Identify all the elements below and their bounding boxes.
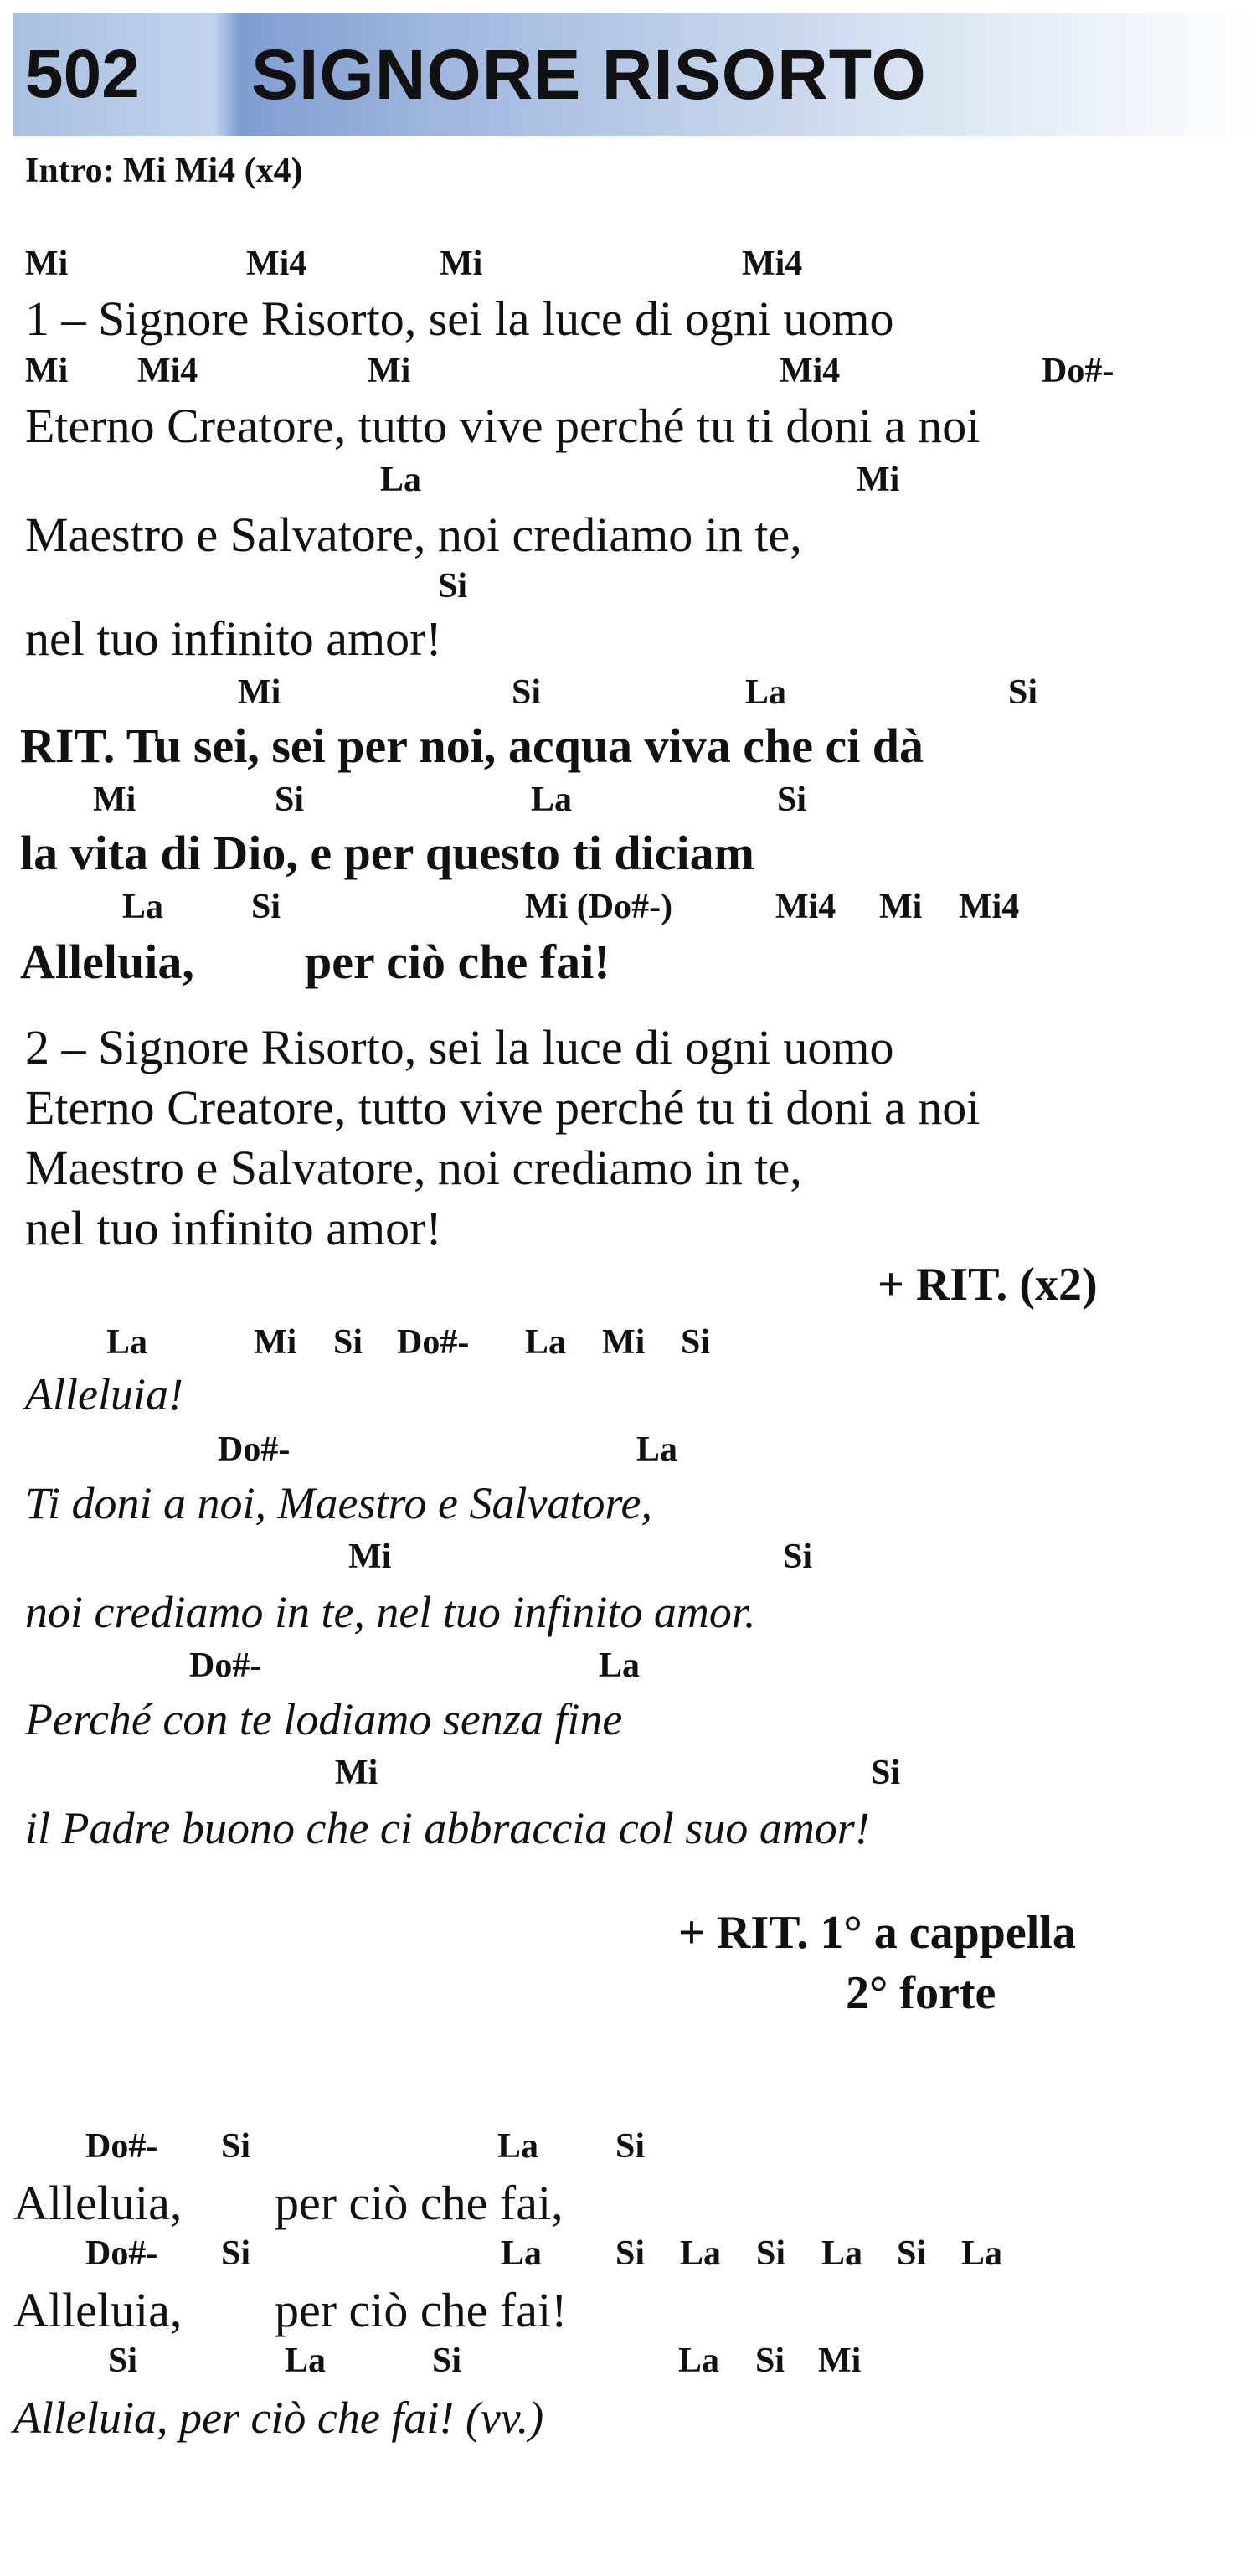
chord: La — [497, 2127, 539, 2166]
chord-line — [0, 1429, 1256, 1471]
lyric-line: Maestro e Salvatore, noi crediamo in te, — [25, 1141, 802, 1195]
chord: Do#- — [189, 1646, 262, 1685]
chord: La — [961, 2234, 1003, 2273]
chord: Mi — [93, 781, 136, 819]
refrain-note: 2° forte — [846, 1967, 996, 2019]
chord-line — [0, 459, 1256, 501]
chord: Mi4 — [742, 245, 803, 283]
chord: Mi4 — [137, 352, 198, 390]
bridge-line: il Padre buono che ci abbraccia col suo amor! — [25, 1803, 870, 1853]
lyric-line: Maestro e Salvatore, noi crediamo in te, — [25, 507, 802, 562]
chord-line — [0, 1752, 1256, 1794]
chord: Si — [432, 2342, 462, 2380]
chord: Si — [1008, 673, 1038, 712]
chord: Si — [756, 2234, 786, 2273]
refrain-line: Alleluia, — [20, 935, 194, 989]
chord-line — [0, 886, 1256, 928]
chord-line — [0, 565, 1256, 607]
refrain-note: + RIT. 1° a cappella — [678, 1907, 1076, 1959]
chord: Si — [897, 2234, 927, 2273]
refrain-line: per ciò che fai! — [305, 935, 610, 989]
lyric-line: nel tuo infinito amor! — [25, 1201, 442, 1255]
chord: Mi — [25, 245, 69, 283]
chord-line — [0, 2233, 1256, 2275]
chord: Do#- — [85, 2127, 158, 2166]
refrain-note: + RIT. (x2) — [878, 1259, 1098, 1311]
chord: Mi4 — [780, 352, 841, 390]
chord: Do#- — [218, 1430, 291, 1469]
chord: Mi4 — [959, 888, 1020, 926]
refrain-line: la vita di Dio, e per questo ti diciam — [20, 826, 754, 880]
chord: La — [380, 461, 422, 499]
chord: Mi — [25, 352, 69, 390]
chord: Si — [871, 1754, 901, 1792]
chord: La — [122, 888, 164, 926]
chord-line — [0, 2125, 1256, 2167]
finale-line: per ciò che fai, — [275, 2176, 564, 2230]
chord: Mi — [602, 1323, 646, 1362]
chord: La — [525, 1323, 567, 1362]
chord: Do#- — [85, 2234, 158, 2273]
chord: Si — [108, 2342, 138, 2380]
chord-line — [0, 672, 1256, 714]
chord: La — [285, 2342, 327, 2380]
chord: Si — [615, 2234, 646, 2273]
chord: Mi4 — [246, 245, 307, 283]
chord: Si — [783, 1538, 813, 1576]
chord: Si — [777, 781, 807, 819]
chord-line — [0, 2340, 1256, 2382]
bridge-line: noi crediamo in te, nel tuo infinito amor. — [25, 1587, 756, 1637]
bridge-line: Ti doni a noi, Maestro e Salvatore, — [25, 1478, 652, 1528]
chord: La — [745, 673, 787, 712]
intro-line: Intro: Mi Mi4 (x4) — [25, 152, 303, 190]
chord: Mi (Do#-) — [525, 888, 673, 926]
chord: Si — [615, 2127, 646, 2166]
chord: La — [636, 1430, 678, 1469]
chord: La — [821, 2234, 863, 2273]
finale-line: per ciò che fai! — [275, 2283, 568, 2337]
chord-line — [0, 350, 1256, 392]
song-title: SIGNORE RISORTO — [251, 35, 927, 114]
chord: Si — [333, 1323, 363, 1362]
chord: Si — [512, 673, 542, 712]
chord-line — [0, 1321, 1256, 1363]
finale-line: Alleluia, — [13, 2176, 183, 2230]
chord: Do#- — [397, 1323, 470, 1362]
song-number: 502 — [25, 36, 140, 112]
lyric-line: nel tuo infinito amor! — [25, 611, 442, 666]
lyric-line: 1 – Signore Risorto, sei la luce di ogni uomo — [25, 291, 894, 346]
chord: Mi — [254, 1323, 297, 1362]
chord: Si — [221, 2127, 251, 2166]
chord: Si — [755, 2342, 785, 2380]
chord: Mi — [335, 1754, 378, 1792]
lyric-line: Eterno Creatore, tutto vive perché tu ti doni a noi — [25, 399, 981, 453]
lyric-line: Eterno Creatore, tutto vive perché tu ti doni a noi — [25, 1080, 981, 1135]
chord: La — [599, 1646, 641, 1685]
chord: Mi — [879, 888, 923, 926]
chord: Mi — [440, 245, 483, 283]
chord: Mi — [368, 352, 411, 390]
finale-line: Alleluia, — [13, 2283, 183, 2337]
bridge-line: Perché con te lodiamo senza fine — [25, 1694, 623, 1744]
chord: La — [678, 2342, 720, 2380]
chord-line — [0, 779, 1256, 821]
chord: La — [501, 2234, 543, 2273]
chord: Si — [275, 781, 305, 819]
chord: La — [531, 781, 573, 819]
finale-line: Alleluia, per ciò che fai! (vv.) — [13, 2393, 544, 2443]
chord-line — [0, 1645, 1256, 1687]
chord-line — [0, 243, 1256, 285]
chord: La — [106, 1323, 148, 1362]
chord: Mi — [348, 1538, 392, 1576]
bridge-line: Alleluia! — [25, 1369, 183, 1419]
chord: Si — [221, 2234, 251, 2273]
chord: Do#- — [1042, 352, 1114, 390]
lyric-line: 2 – Signore Risorto, sei la luce di ogni uomo — [25, 1020, 894, 1074]
chord: Mi — [238, 673, 281, 712]
chord: Mi — [857, 461, 900, 499]
chord: Mi — [818, 2342, 862, 2380]
chord: Si — [438, 567, 468, 605]
chord: Si — [681, 1323, 711, 1362]
chord-line — [0, 1536, 1256, 1578]
chord: La — [680, 2234, 722, 2273]
chord: Si — [251, 888, 281, 926]
chord: Mi4 — [775, 888, 836, 926]
refrain-line: RIT. Tu sei, sei per noi, acqua viva che ci dà — [20, 719, 924, 773]
